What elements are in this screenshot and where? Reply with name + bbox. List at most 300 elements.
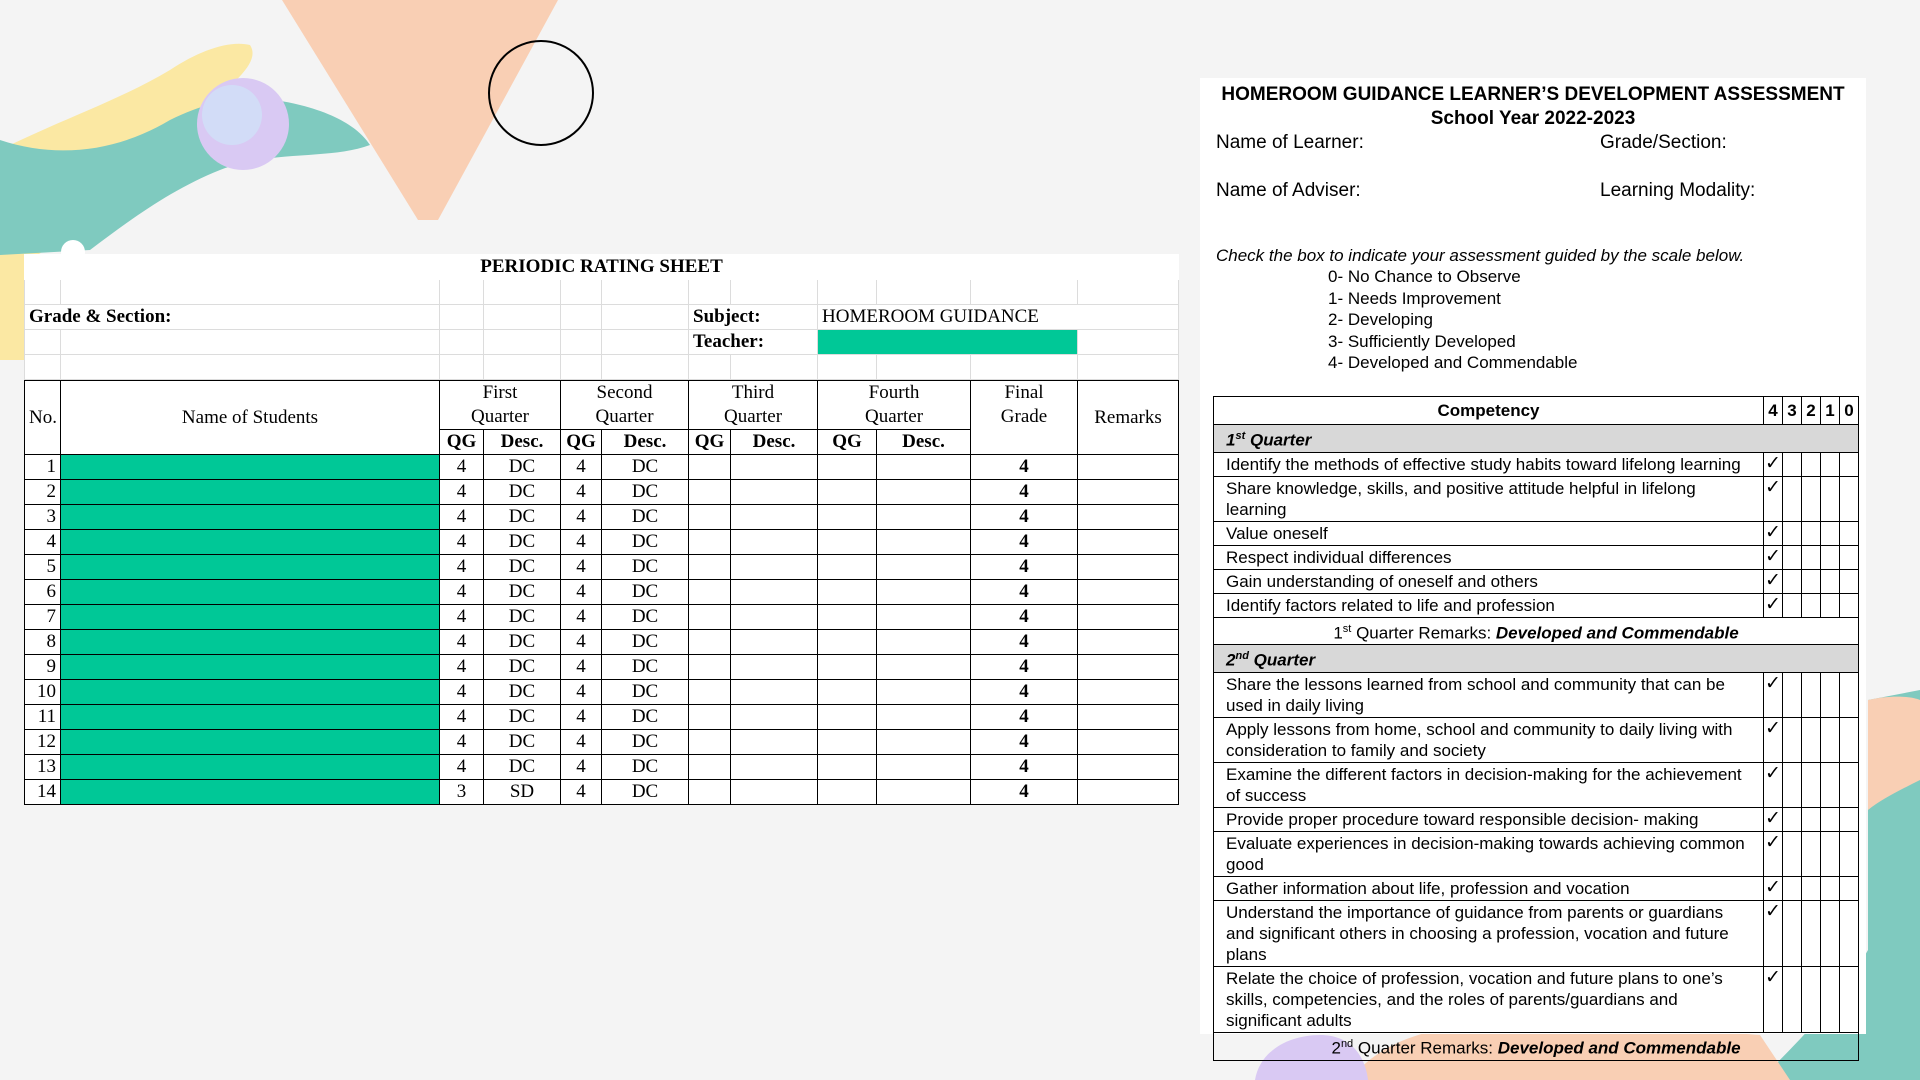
empty-score-box (1840, 593, 1859, 617)
student-name-redacted (61, 480, 440, 505)
q1-grade: 4 (440, 480, 484, 505)
q1-grade: 4 (440, 680, 484, 705)
q3-desc (731, 630, 818, 655)
q2-desc: DC (602, 630, 689, 655)
check-icon: ✓ (1764, 476, 1783, 521)
empty-score-box (1821, 717, 1840, 762)
empty-score-box (1783, 593, 1802, 617)
q3-grade (689, 480, 731, 505)
quarter-label: Quarter (1253, 650, 1316, 670)
competency-row (1214, 452, 1859, 476)
quarter-remarks (1214, 1032, 1859, 1060)
student-row (25, 730, 1179, 755)
empty-score-box (1802, 900, 1821, 966)
empty-score-box (1840, 807, 1859, 831)
competency-text: Provide proper procedure toward responsible decision- making (1214, 807, 1764, 831)
q3-grade (689, 730, 731, 755)
q1-grade: 4 (440, 705, 484, 730)
quarter-ordinal: st (1235, 430, 1246, 442)
competency-text: Relate the choice of profession, vocation and future plans to one’s skills, competencies, and the roles of parents/guardians and significant adults (1214, 966, 1764, 1032)
student-name-redacted (61, 605, 440, 630)
empty-score-box (1783, 452, 1802, 476)
teacher-value-redacted (818, 330, 1078, 355)
final-grade: 4 (971, 455, 1078, 480)
competency-row (1214, 545, 1859, 569)
header-fourth-quarter-sub: Quarter (818, 405, 971, 430)
q2-grade: 4 (561, 780, 602, 805)
q1-grade: 3 (440, 780, 484, 805)
empty-score-box (1840, 476, 1859, 521)
q3-desc (731, 780, 818, 805)
empty-score-box (1783, 900, 1802, 966)
row-number: 2 (25, 480, 61, 505)
empty-score-box (1802, 593, 1821, 617)
header-first-quarter: First (440, 381, 561, 406)
row-number: 13 (25, 755, 61, 780)
header-final-grade-sub: Grade (971, 405, 1078, 430)
empty-score-box (1821, 476, 1840, 521)
q2-desc: DC (602, 580, 689, 605)
q1-grade: 4 (440, 505, 484, 530)
q4-desc (877, 755, 971, 780)
check-icon: ✓ (1764, 569, 1783, 593)
empty-score-box (1821, 831, 1840, 876)
assessment-title: HOMEROOM GUIDANCE LEARNER’S DEVELOPMENT ASSESSMENT (1221, 84, 1845, 105)
remarks-cell (1078, 705, 1179, 730)
quarter-number: 2 (1331, 1038, 1341, 1058)
q3-grade (689, 705, 731, 730)
q4-grade (818, 555, 877, 580)
empty-score-box (1840, 569, 1859, 593)
header-fourth-quarter: Fourth (818, 381, 971, 406)
q4-desc (877, 505, 971, 530)
empty-score-box (1840, 876, 1859, 900)
q4-grade (818, 455, 877, 480)
q3-grade (689, 655, 731, 680)
empty-score-box (1783, 521, 1802, 545)
final-grade: 4 (971, 480, 1078, 505)
final-grade: 4 (971, 680, 1078, 705)
rating-table (24, 254, 1179, 380)
remarks-value: Developed and Commendable (1497, 1038, 1741, 1058)
competency-text: Value oneself (1214, 521, 1764, 545)
empty-score-box (1783, 807, 1802, 831)
q1-desc: DC (484, 555, 561, 580)
q4-grade (818, 730, 877, 755)
q4-grade (818, 655, 877, 680)
header-no: No. (25, 381, 61, 455)
header-remarks: Remarks (1078, 381, 1179, 455)
header-qg: QG (561, 430, 602, 455)
competency-text: Gain understanding of oneself and others (1214, 569, 1764, 593)
quarter-ordinal: nd (1235, 650, 1249, 663)
student-name-redacted (61, 530, 440, 555)
q3-desc (731, 705, 818, 730)
check-icon: ✓ (1764, 762, 1783, 807)
empty-score-box (1840, 831, 1859, 876)
q3-desc (731, 530, 818, 555)
remarks-cell (1078, 580, 1179, 605)
q2-grade: 4 (561, 455, 602, 480)
q3-grade (689, 605, 731, 630)
header-final-grade: Final (971, 381, 1078, 406)
empty-score-box (1840, 545, 1859, 569)
competency-header: Competency (1214, 397, 1764, 425)
competency-text: Examine the different factors in decision-making for the achievement of success (1214, 762, 1764, 807)
empty-score-box (1840, 966, 1859, 1032)
student-name-redacted (61, 505, 440, 530)
q3-desc (731, 455, 818, 480)
header-name-of-students: Name of Students (61, 381, 440, 455)
empty-score-box (1802, 807, 1821, 831)
empty-score-box (1840, 672, 1859, 717)
subject-label: Subject: (689, 305, 818, 330)
q3-grade (689, 455, 731, 480)
row-number: 5 (25, 555, 61, 580)
check-icon: ✓ (1764, 672, 1783, 717)
final-grade: 4 (971, 655, 1078, 680)
q1-grade: 4 (440, 530, 484, 555)
student-name-redacted (61, 755, 440, 780)
empty-score-box (1802, 476, 1821, 521)
q4-grade (818, 505, 877, 530)
q2-desc: DC (602, 605, 689, 630)
q3-desc (731, 555, 818, 580)
periodic-rating-sheet (24, 254, 1178, 805)
q3-grade (689, 580, 731, 605)
q1-grade: 4 (440, 755, 484, 780)
q3-grade (689, 630, 731, 655)
remarks-cell (1078, 480, 1179, 505)
row-number: 6 (25, 580, 61, 605)
scale-item: 2- Developing (1328, 310, 1433, 329)
peach-triangle-shape (282, 0, 558, 220)
final-grade: 4 (971, 605, 1078, 630)
competency-row (1214, 876, 1859, 900)
student-row (25, 780, 1179, 805)
q4-desc (877, 455, 971, 480)
empty-score-box (1821, 876, 1840, 900)
empty-score-box (1783, 831, 1802, 876)
student-name-redacted (61, 580, 440, 605)
q2-desc: DC (602, 680, 689, 705)
development-assessment (1200, 78, 1866, 1058)
competency-row (1214, 807, 1859, 831)
quarter-header-row (1214, 425, 1859, 453)
rating-scale (1328, 266, 1578, 374)
scale-item: 0- No Chance to Observe (1328, 267, 1521, 286)
empty-score-box (1821, 545, 1840, 569)
q3-desc (731, 580, 818, 605)
quarter-header (1214, 425, 1859, 453)
remarks-cell (1078, 680, 1179, 705)
competency-row (1214, 966, 1859, 1032)
row-number: 12 (25, 730, 61, 755)
empty-score-box (1840, 452, 1859, 476)
remarks-cell (1078, 755, 1179, 780)
q1-desc: DC (484, 505, 561, 530)
q3-grade (689, 555, 731, 580)
empty-score-box (1802, 569, 1821, 593)
remarks-cell (1078, 730, 1179, 755)
grades-table (24, 380, 1179, 805)
check-icon: ✓ (1764, 545, 1783, 569)
remarks-cell (1078, 630, 1179, 655)
q4-grade (818, 705, 877, 730)
empty-score-box (1783, 672, 1802, 717)
final-grade: 4 (971, 780, 1078, 805)
competency-text: Share knowledge, skills, and positive attitude helpful in lifelong learning (1214, 476, 1764, 521)
teal-wave-shape (0, 99, 370, 255)
q3-desc (731, 755, 818, 780)
empty-score-box (1802, 717, 1821, 762)
header-desc: Desc. (484, 430, 561, 455)
empty-score-box (1802, 876, 1821, 900)
student-row (25, 630, 1179, 655)
student-name-redacted (61, 555, 440, 580)
adviser-label: Name of Adviser: (1216, 180, 1361, 201)
empty-score-box (1802, 521, 1821, 545)
competency-row (1214, 831, 1859, 876)
empty-score-box (1802, 545, 1821, 569)
row-number: 14 (25, 780, 61, 805)
q2-desc: DC (602, 780, 689, 805)
student-name-redacted (61, 780, 440, 805)
empty-score-box (1821, 900, 1840, 966)
remarks-cell (1078, 555, 1179, 580)
subject-value: HOMEROOM GUIDANCE (818, 305, 1179, 330)
teacher-label: Teacher: (689, 330, 818, 355)
row-number: 9 (25, 655, 61, 680)
competency-table (1213, 396, 1859, 1061)
q2-grade: 4 (561, 580, 602, 605)
remarks-cell (1078, 505, 1179, 530)
student-row (25, 705, 1179, 730)
row-number: 8 (25, 630, 61, 655)
competency-text: Share the lessons learned from school and community that can be used in daily living (1214, 672, 1764, 717)
q2-grade: 4 (561, 505, 602, 530)
quarter-label: Quarter (1249, 430, 1312, 450)
q4-grade (818, 755, 877, 780)
q1-grade: 4 (440, 555, 484, 580)
remarks-cell (1078, 655, 1179, 680)
check-icon: ✓ (1764, 521, 1783, 545)
q3-grade (689, 680, 731, 705)
empty-score-box (1821, 807, 1840, 831)
empty-score-box (1840, 717, 1859, 762)
empty-score-box (1821, 569, 1840, 593)
quarter-number: 1 (1226, 430, 1236, 450)
q1-desc: DC (484, 655, 561, 680)
q3-grade (689, 505, 731, 530)
check-icon: ✓ (1764, 807, 1783, 831)
q2-desc: DC (602, 655, 689, 680)
remarks-label: Quarter Remarks: (1356, 623, 1492, 643)
q4-grade (818, 630, 877, 655)
quarter-header (1214, 645, 1859, 673)
empty-score-box (1783, 545, 1802, 569)
quarter-remarks-row (1214, 617, 1859, 645)
q4-desc (877, 630, 971, 655)
q1-desc: DC (484, 730, 561, 755)
q1-desc: SD (484, 780, 561, 805)
student-row (25, 680, 1179, 705)
score-header-1: 1 (1821, 397, 1840, 425)
q2-grade: 4 (561, 655, 602, 680)
student-name-redacted (61, 680, 440, 705)
competency-row (1214, 476, 1859, 521)
header-desc: Desc. (731, 430, 818, 455)
q1-desc: DC (484, 680, 561, 705)
remarks-cell (1078, 780, 1179, 805)
student-row (25, 480, 1179, 505)
q4-grade (818, 480, 877, 505)
q4-grade (818, 680, 877, 705)
row-number: 4 (25, 530, 61, 555)
empty-score-box (1783, 569, 1802, 593)
scale-item: 1- Needs Improvement (1328, 288, 1501, 308)
quarter-number: 2 (1226, 650, 1236, 670)
q2-grade: 4 (561, 680, 602, 705)
q3-desc (731, 730, 818, 755)
empty-score-box (1783, 476, 1802, 521)
q4-grade (818, 605, 877, 630)
q2-grade: 4 (561, 530, 602, 555)
q4-desc (877, 555, 971, 580)
q1-desc: DC (484, 530, 561, 555)
q3-grade (689, 755, 731, 780)
check-icon: ✓ (1764, 593, 1783, 617)
empty-score-box (1821, 521, 1840, 545)
quarter-ordinal: nd (1340, 1037, 1354, 1050)
header-qg: QG (818, 430, 877, 455)
q2-desc: DC (602, 555, 689, 580)
q4-desc (877, 655, 971, 680)
check-icon: ✓ (1764, 452, 1783, 476)
final-grade: 4 (971, 705, 1078, 730)
row-number: 11 (25, 705, 61, 730)
q1-grade: 4 (440, 605, 484, 630)
score-header-3: 3 (1783, 397, 1802, 425)
q4-desc (877, 605, 971, 630)
final-grade: 4 (971, 580, 1078, 605)
q2-grade: 4 (561, 755, 602, 780)
final-grade: 4 (971, 530, 1078, 555)
check-icon: ✓ (1764, 900, 1783, 966)
q1-desc: DC (484, 755, 561, 780)
competency-text: Apply lessons from home, school and community to daily living with consideration to family and society (1214, 717, 1764, 762)
student-name-redacted (61, 730, 440, 755)
learner-label: Name of Learner: (1216, 132, 1364, 153)
check-icon: ✓ (1764, 876, 1783, 900)
empty-score-box (1821, 452, 1840, 476)
student-name-redacted (61, 630, 440, 655)
q4-desc (877, 780, 971, 805)
empty-score-box (1840, 521, 1859, 545)
empty-score-box (1783, 717, 1802, 762)
remarks-cell (1078, 455, 1179, 480)
final-grade: 4 (971, 505, 1078, 530)
final-grade: 4 (971, 730, 1078, 755)
competency-text: Respect individual differences (1214, 545, 1764, 569)
student-name-redacted (61, 705, 440, 730)
row-number: 10 (25, 680, 61, 705)
competency-text: Identify factors related to life and profession (1214, 593, 1764, 617)
header-third-quarter: Third (689, 381, 818, 406)
header-second-quarter-sub: Quarter (561, 405, 689, 430)
q1-desc: DC (484, 455, 561, 480)
empty-score-box (1840, 900, 1859, 966)
q1-grade: 4 (440, 630, 484, 655)
student-name-redacted (61, 655, 440, 680)
remarks-cell (1078, 530, 1179, 555)
score-header-4: 4 (1764, 397, 1783, 425)
empty-score-box (1783, 876, 1802, 900)
remarks-value: Developed and Commendable (1495, 623, 1739, 643)
final-grade: 4 (971, 630, 1078, 655)
q3-desc (731, 505, 818, 530)
q3-desc (731, 605, 818, 630)
student-row (25, 755, 1179, 780)
header-desc: Desc. (877, 430, 971, 455)
competency-row (1214, 900, 1859, 966)
q1-grade: 4 (440, 655, 484, 680)
q2-desc: DC (602, 705, 689, 730)
competency-text: Evaluate experiences in decision-making towards achieving common good (1214, 831, 1764, 876)
q3-desc (731, 480, 818, 505)
student-row (25, 580, 1179, 605)
q4-grade (818, 580, 877, 605)
row-number: 7 (25, 605, 61, 630)
quarter-remarks-row (1214, 1032, 1859, 1060)
empty-score-box (1840, 762, 1859, 807)
modality-label: Learning Modality: (1600, 180, 1756, 201)
sheet-title: PERIODIC RATING SHEET (25, 255, 1179, 280)
empty-score-box (1802, 452, 1821, 476)
competency-row (1214, 672, 1859, 717)
competency-row (1214, 593, 1859, 617)
competency-text: Identify the methods of effective study habits toward lifelong learning (1214, 452, 1764, 476)
instruction-text: Check the box to indicate your assessment guided by the scale below. (1216, 246, 1745, 265)
row-number: 1 (25, 455, 61, 480)
student-row (25, 555, 1179, 580)
final-grade: 4 (971, 755, 1078, 780)
quarter-number: 1 (1333, 623, 1343, 643)
empty-score-box (1821, 966, 1840, 1032)
check-icon: ✓ (1764, 717, 1783, 762)
q2-desc: DC (602, 455, 689, 480)
row-number: 3 (25, 505, 61, 530)
q1-grade: 4 (440, 580, 484, 605)
empty-score-box (1802, 762, 1821, 807)
empty-score-box (1802, 672, 1821, 717)
header-second-quarter: Second (561, 381, 689, 406)
header-third-quarter-sub: Quarter (689, 405, 818, 430)
grade-section-label: Grade & Section: (25, 305, 440, 330)
empty-score-box (1821, 762, 1840, 807)
competency-text: Understand the importance of guidance from parents or guardians and significant others in choosing a profession, vocation and future plans (1214, 900, 1764, 966)
student-row (25, 655, 1179, 680)
q4-desc (877, 680, 971, 705)
remarks-label: Quarter Remarks: (1357, 1038, 1494, 1058)
header-first-quarter-sub: Quarter (440, 405, 561, 430)
q1-desc: DC (484, 705, 561, 730)
grade-section-label: Grade/Section: (1600, 132, 1727, 153)
q1-desc: DC (484, 580, 561, 605)
q3-desc (731, 655, 818, 680)
empty-score-box (1783, 762, 1802, 807)
empty-score-box (1802, 831, 1821, 876)
